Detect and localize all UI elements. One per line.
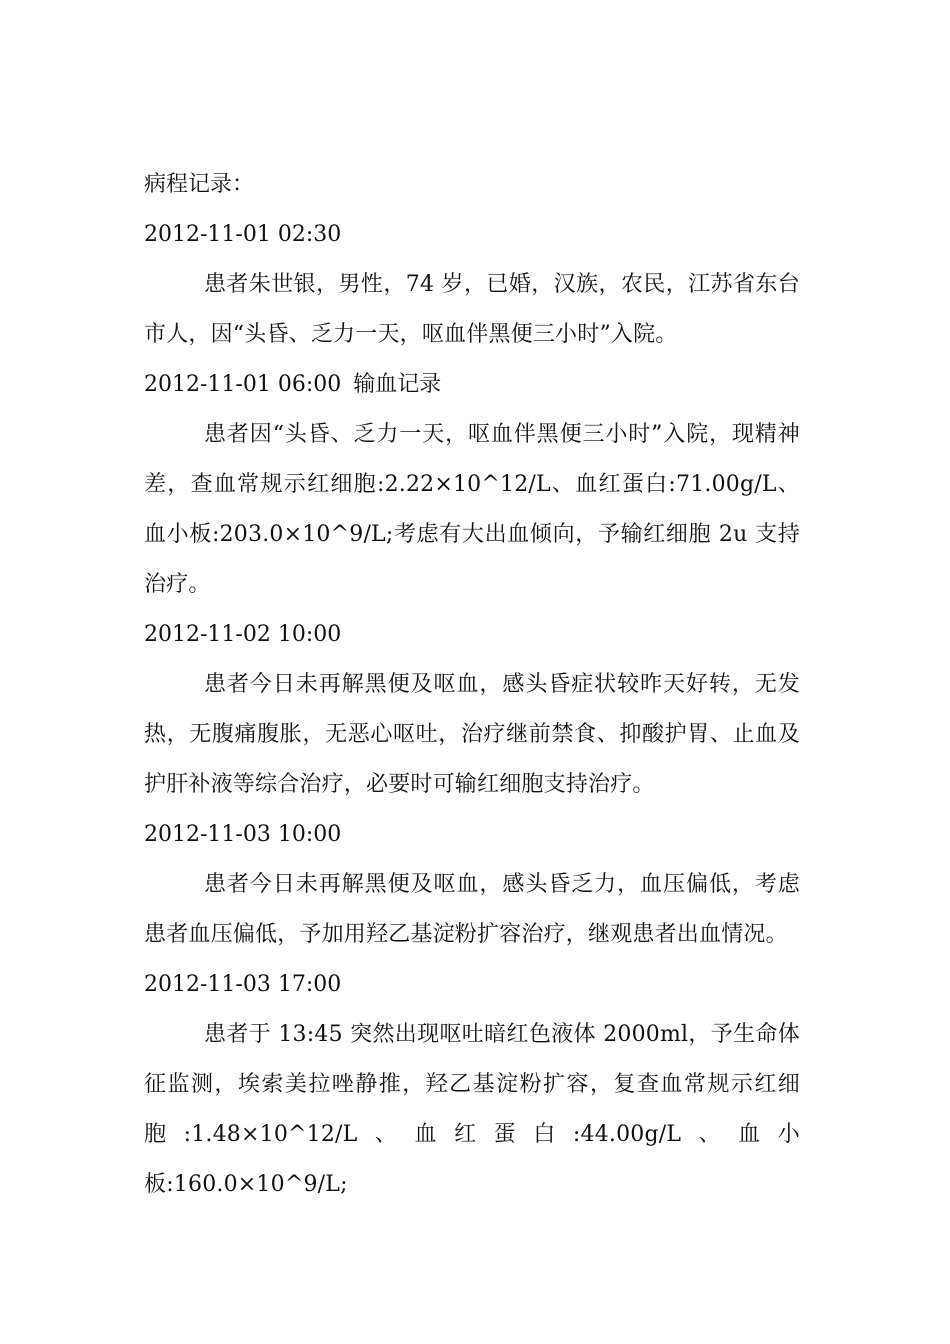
entry-timestamp [144,360,800,410]
entry-text: 患者于 13:45 突然出现呕吐暗红色液体 2000ml，予生命体征监测，埃索美拉唑静推，羟乙基淀粉扩容，复查血常规示红细胞:1.48×10^12/L、血红蛋白:44.00g/L、血小板:160.0×10^9/L; [144,1022,800,1197]
document-body [144,160,800,1210]
entry-timestamp [144,810,800,860]
entry-timestamp [144,960,800,1010]
entry-text: 患者因“头昏、乏力一天，呕血伴黑便三小时”入院，现精神差，查血常规示红细胞:2.22×10^12/L、血红蛋白:71.00g/L、血小板:203.0×10^9/L;考虑有大出血倾向，予输红细胞 2u 支持治疗。 [144,422,800,597]
timestamp-text: 2012-11-02 10:00 [144,622,342,647]
timestamp-text: 2012-11-01 06:00 [144,372,342,397]
entry-text: 患者朱世银，男性，74 岁，已婚，汉族，农民，江苏省东台市人，因“头昏、乏力一天，呕血伴黑便三小时”入院。 [144,272,800,347]
timestamp-text: 2012-11-03 17:00 [144,972,342,997]
document-heading: 病程记录： [144,172,255,197]
timestamp-text: 2012-11-03 10:00 [144,822,342,847]
entry-text: 患者今日未再解黑便及呕血，感头昏乏力，血压偏低，考虑患者血压偏低，予加用羟乙基淀粉扩容治疗，继观患者出血情况。 [144,872,800,947]
entry-label: 输血记录 [353,372,442,397]
entry-timestamp [144,210,800,260]
timestamp-text: 2012-11-01 02:30 [144,222,342,247]
entry-timestamp [144,610,800,660]
entry-text: 患者今日未再解黑便及呕血，感头昏症状较昨天好转，无发热，无腹痛腹胀，无恶心呕吐，治疗继前禁食、抑酸护胃、止血及护肝补液等综合治疗，必要时可输红细胞支持治疗。 [144,672,800,797]
